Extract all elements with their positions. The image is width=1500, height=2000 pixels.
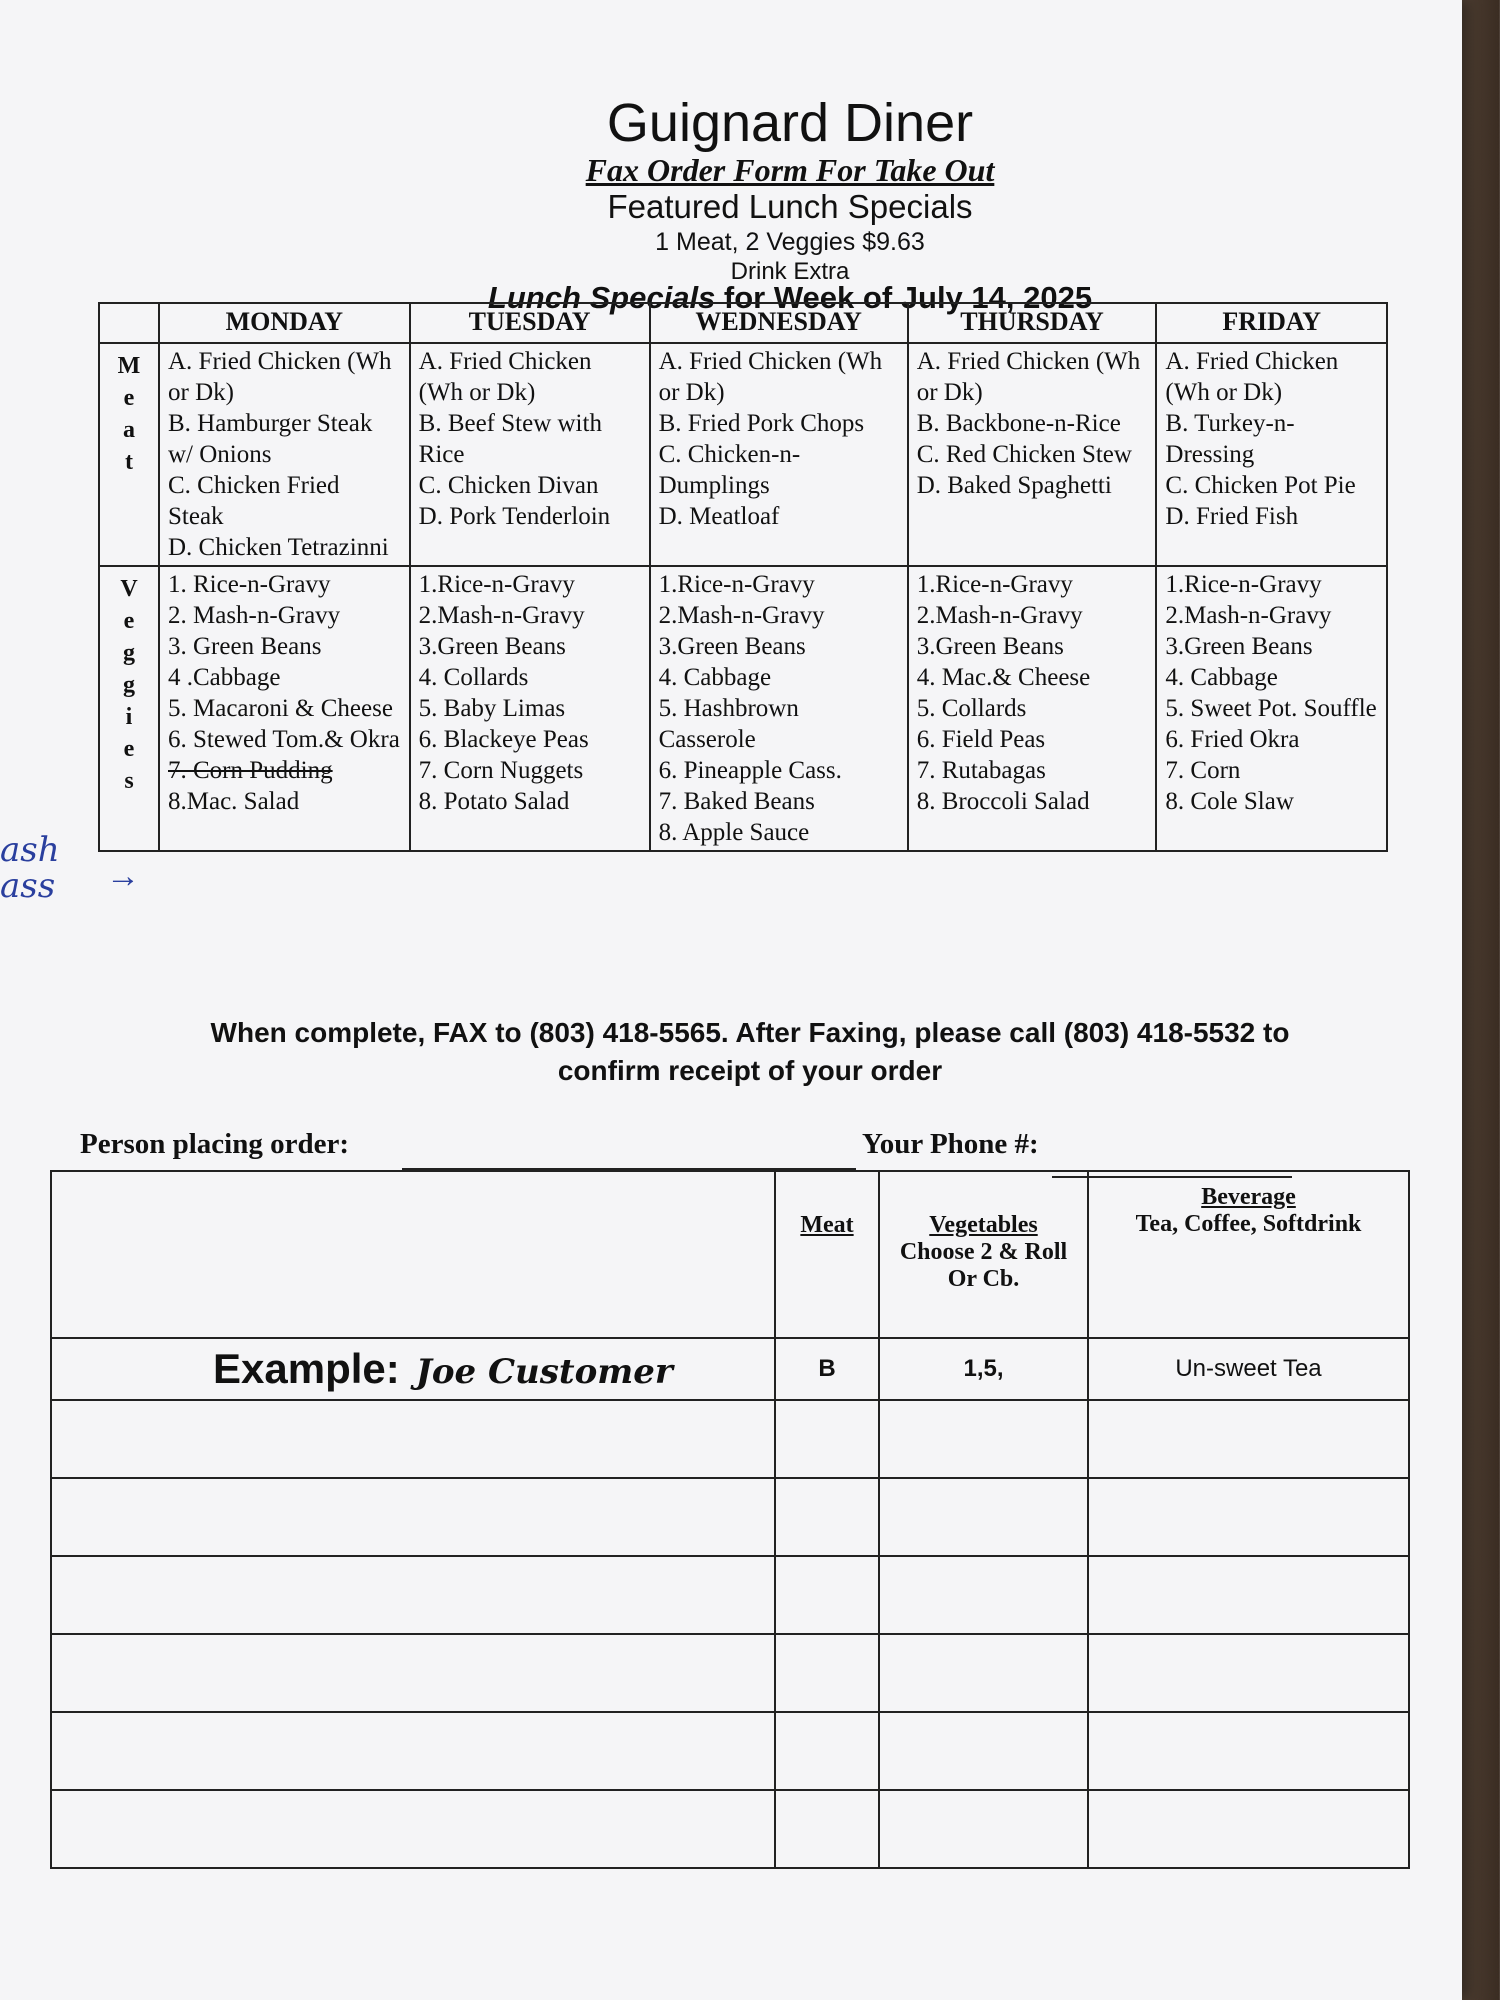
meat-label-letter: M [117, 353, 141, 379]
meat-cell-tuesday [410, 343, 650, 566]
meat-item: B. Turkey-n- Dressing [1165, 410, 1295, 468]
order-name-cell[interactable] [51, 1556, 775, 1634]
example-veg: 1,5, [879, 1338, 1088, 1400]
order-name-cell[interactable] [51, 1634, 775, 1712]
meat-item: A. Fried Chicken (Wh or Dk) [658, 348, 883, 406]
meat-cell-thursday [908, 343, 1157, 566]
meat-label-letter: a [123, 417, 135, 443]
meat-label-letter: t [125, 449, 133, 475]
meat-item: D. Chicken Tetrazinni [168, 534, 389, 561]
meat-item: B. Backbone-n-Rice [916, 410, 1121, 437]
week-heading-date: for Week of July 14, 2025 [715, 280, 1093, 315]
order-name-cell[interactable] [51, 1400, 775, 1478]
veggie-item: 5. Macaroni & Cheese [168, 695, 393, 722]
example-meat: B [775, 1338, 879, 1400]
veggie-item: 6. Field Peas [916, 726, 1046, 753]
order-meat-cell[interactable] [775, 1478, 879, 1556]
meat-item: C. Chicken Pot Pie [1165, 472, 1356, 499]
meat-cell-monday [159, 343, 410, 566]
veggie-item: 6. Fried Okra [1165, 726, 1300, 753]
meat-cell-friday [1156, 343, 1387, 566]
order-veg-cell[interactable] [879, 1400, 1088, 1478]
veggie-item: 7. Baked Beans [658, 788, 815, 815]
veggies-label-letter: s [124, 768, 134, 794]
veggie-item: 8. Apple Sauce [658, 819, 810, 846]
day-wednesday: WEDNESDAY [650, 303, 908, 343]
veggies-label-letter: i [125, 704, 133, 730]
veggies-cell-wednesday [650, 566, 908, 851]
order-bev-cell[interactable] [1088, 1712, 1409, 1790]
veggie-item: 3.Green Beans [1165, 633, 1313, 660]
veggies-row [99, 566, 1387, 851]
order-table [50, 1170, 1410, 1869]
meat-item: C. Chicken-n-Dumplings [658, 441, 801, 499]
meat-item: D. Baked Spaghetti [916, 472, 1112, 499]
veggie-item: 5. Sweet Pot. Souffle [1165, 695, 1377, 722]
meat-item: D. Pork Tenderloin [418, 503, 611, 530]
instructions-line-2: confirm receipt of your order [557, 1055, 943, 1086]
veg-header-title: Vegetables [929, 1212, 1038, 1238]
meat-row [99, 343, 1387, 566]
veggie-item: 4. Collards [418, 664, 529, 691]
handwritten-note-line: ass [0, 866, 56, 906]
example-row [51, 1338, 1409, 1400]
meat-item: C. Red Chicken Stew [916, 441, 1132, 468]
order-name-cell[interactable] [51, 1790, 775, 1868]
day-thursday: THURSDAY [908, 303, 1157, 343]
order-name-cell[interactable] [51, 1712, 775, 1790]
veggies-side-label [99, 566, 159, 851]
veggie-item: 3.Green Beans [658, 633, 806, 660]
order-meat-cell[interactable] [775, 1556, 879, 1634]
veggie-item: 3.Green Beans [916, 633, 1064, 660]
order-bev-cell[interactable] [1088, 1478, 1409, 1556]
order-bev-cell[interactable] [1088, 1556, 1409, 1634]
order-veg-cell[interactable] [879, 1634, 1088, 1712]
veggies-cell-friday [1156, 566, 1387, 851]
order-meat-cell[interactable] [775, 1790, 879, 1868]
order-veg-cell[interactable] [879, 1790, 1088, 1868]
veggies-cell-monday [159, 566, 410, 851]
menu-corner-cell [99, 303, 159, 343]
veggies-label-letter: e [123, 608, 135, 634]
meat-item: A. Fried Chicken (Wh or Dk) [168, 348, 392, 406]
veggie-item: 7. Rutabagas [916, 757, 1046, 784]
meat-item: C. Chicken Divan [418, 472, 599, 499]
meat-header: Meat [800, 1212, 854, 1238]
veggie-item: 3. Green Beans [168, 633, 322, 660]
veggie-item: 2.Mash-n-Gravy [1165, 602, 1332, 629]
veggie-item: 5. Baby Limas [418, 695, 566, 722]
example-customer-name: Joe Customer [415, 1352, 673, 1392]
day-friday: FRIDAY [1156, 303, 1387, 343]
order-name-cell[interactable] [51, 1478, 775, 1556]
veggie-item: 8.Mac. Salad [168, 788, 300, 815]
price-line: 1 Meat, 2 Veggies $9.63 [655, 228, 925, 256]
order-entry-row [51, 1712, 1409, 1790]
meat-item: C. Chicken Fried Steak [168, 472, 340, 530]
veggie-item: 8. Potato Salad [418, 788, 570, 815]
week-heading-italic: Lunch Specials [487, 280, 716, 315]
meat-label-letter: e [123, 385, 135, 411]
meat-header-cell [775, 1171, 879, 1338]
handwritten-margin-note [0, 832, 60, 904]
day-monday: MONDAY [159, 303, 410, 343]
name-header-cell [51, 1171, 775, 1338]
meat-item: A. Fried Chicken (Wh or Dk) [916, 348, 1141, 406]
order-entry-row [51, 1400, 1409, 1478]
order-entry-row [51, 1556, 1409, 1634]
meat-item: D. Fried Fish [1165, 503, 1299, 530]
instructions-line-1: When complete, FAX to (803) 418-5565. After Faxing, please call (803) 418-5532 to [210, 1017, 1290, 1048]
order-entry-row [51, 1634, 1409, 1712]
order-bev-cell[interactable] [1088, 1634, 1409, 1712]
veg-header-cell [879, 1171, 1088, 1338]
veggie-item: 1.Rice-n-Gravy [916, 571, 1073, 598]
form-subtitle: Fax Order Form For Take Out [585, 152, 995, 188]
veggie-item: 5. Hashbrown Casserole [658, 695, 799, 753]
veggies-label-letter: g [123, 672, 135, 698]
meat-item: A. Fried Chicken (Wh or Dk) [418, 348, 592, 406]
veggie-item: 7. Corn Nuggets [418, 757, 584, 784]
meat-item: A. Fried Chicken (Wh or Dk) [1165, 348, 1339, 406]
veggie-item: 6. Pineapple Cass. [658, 757, 842, 784]
veggie-item: 2.Mash-n-Gravy [916, 602, 1083, 629]
veggie-item: 2.Mash-n-Gravy [658, 602, 825, 629]
order-bev-cell[interactable] [1088, 1790, 1409, 1868]
veg-header-line: Choose 2 & Roll [899, 1239, 1068, 1265]
bev-header-title: Beverage [1201, 1184, 1296, 1210]
day-tuesday: TUESDAY [410, 303, 650, 343]
veggie-item: 1.Rice-n-Gravy [1165, 571, 1322, 598]
menu-day-header-row [99, 303, 1387, 343]
diner-name: Guignard Diner [606, 93, 974, 153]
veggie-item: 1. Rice-n-Gravy [168, 571, 331, 598]
veggie-item: 4. Cabbage [658, 664, 772, 691]
example-beverage: Un-sweet Tea [1088, 1338, 1409, 1400]
example-name-cell [51, 1338, 775, 1400]
veggie-item: 8. Cole Slaw [1165, 788, 1294, 815]
meat-item: B. Hamburger Steak w/ Onions [168, 410, 373, 468]
veggie-item: 4 .Cabbage [168, 664, 281, 691]
example-label: Example: [213, 1345, 400, 1392]
lunch-menu-table [98, 302, 1388, 852]
veggie-item: 4. Mac.& Cheese [916, 664, 1091, 691]
order-veg-cell[interactable] [879, 1712, 1088, 1790]
veggies-label-letter: e [123, 736, 135, 762]
veggie-item: 7. Corn [1165, 757, 1241, 784]
veggie-item: 2.Mash-n-Gravy [418, 602, 585, 629]
meat-cell-wednesday [650, 343, 908, 566]
veggie-item: 6. Blackeye Peas [418, 726, 589, 753]
person-placing-order-label: Person placing order: [80, 1128, 350, 1160]
order-meat-cell[interactable] [775, 1400, 879, 1478]
bev-header-line: Tea, Coffee, Softdrink [1135, 1211, 1362, 1237]
veggie-item: 1.Rice-n-Gravy [658, 571, 815, 598]
veggies-label-letter: g [123, 640, 135, 666]
veggie-item: 2. Mash-n-Gravy [168, 602, 341, 629]
meat-item: B. Fried Pork Chops [658, 410, 865, 437]
order-bev-cell[interactable] [1088, 1400, 1409, 1478]
veggie-item: 6. Stewed Tom.& Okra [168, 726, 400, 753]
bev-header-cell [1088, 1171, 1409, 1338]
order-meat-cell[interactable] [775, 1634, 879, 1712]
veggie-item: 4. Cabbage [1165, 664, 1278, 691]
order-meat-cell[interactable] [775, 1712, 879, 1790]
featured-heading: Featured Lunch Specials [607, 188, 973, 225]
phone-label: Your Phone #: [862, 1128, 1039, 1160]
order-veg-cell[interactable] [879, 1478, 1088, 1556]
handwritten-arrow-icon: → [106, 858, 140, 895]
meat-item: B. Beef Stew with Rice [418, 410, 602, 468]
veggie-item: 5. Collards [916, 695, 1027, 722]
veggies-cell-tuesday [410, 566, 650, 851]
order-veg-cell[interactable] [879, 1556, 1088, 1634]
drink-note: Drink Extra [730, 258, 850, 285]
veggie-item: 8. Broccoli Salad [916, 788, 1090, 815]
meat-item: D. Meatloaf [658, 503, 780, 530]
veggie-item-crossed-out: 7. Corn Pudding [168, 757, 333, 784]
veggie-item: 1.Rice-n-Gravy [418, 571, 575, 598]
veggie-item: 3.Green Beans [418, 633, 566, 660]
fax-instructions [100, 1014, 1400, 1090]
order-header-row [51, 1171, 1409, 1338]
veggies-cell-thursday [908, 566, 1157, 851]
handwritten-note-line: ash [0, 830, 60, 870]
meat-side-label [99, 343, 159, 566]
order-entry-row [51, 1478, 1409, 1556]
order-entry-row [51, 1790, 1409, 1868]
veggies-label-letter: V [120, 576, 138, 602]
veg-header-line: Or Cb. [947, 1266, 1020, 1292]
